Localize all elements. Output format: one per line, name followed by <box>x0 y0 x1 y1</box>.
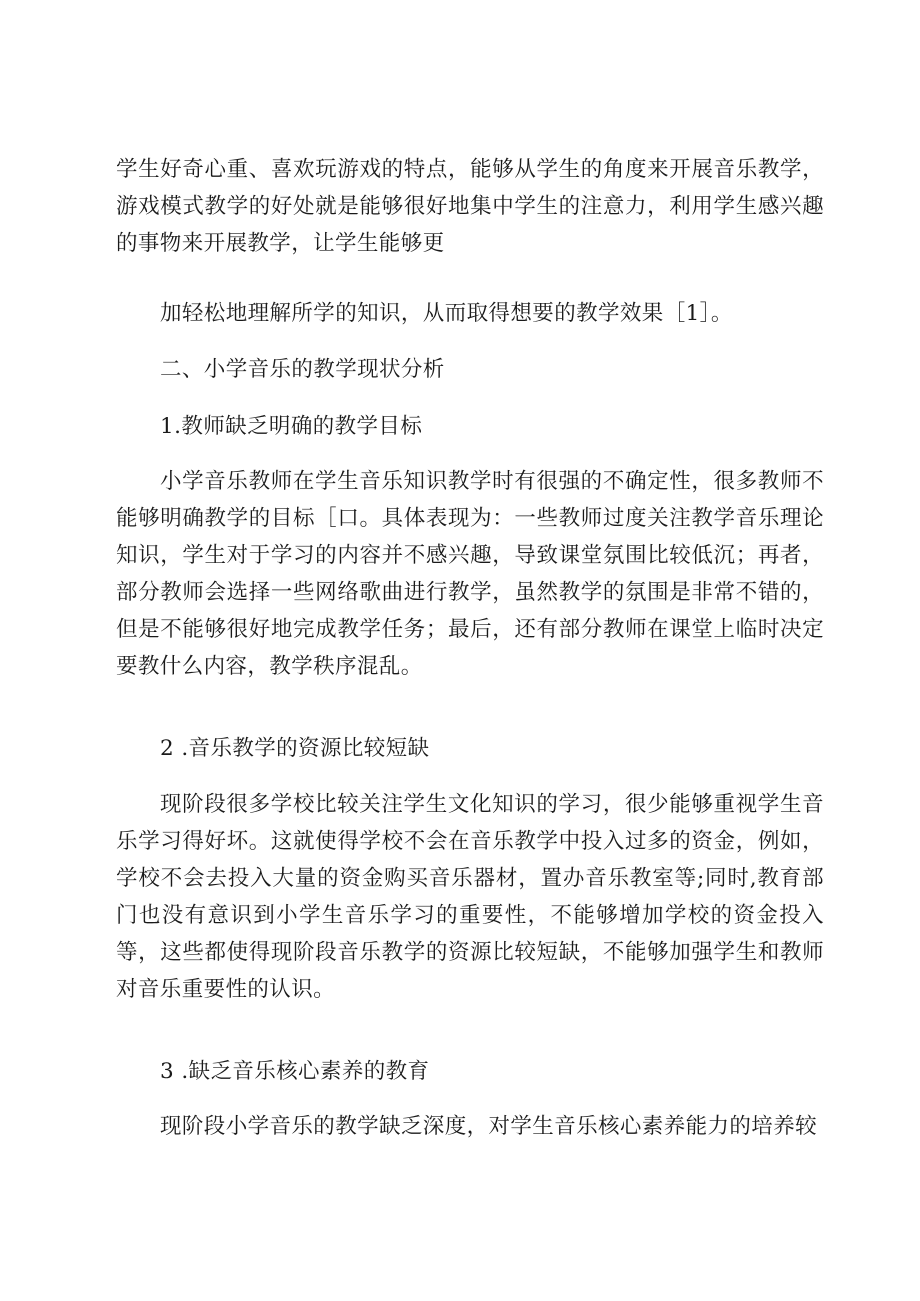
paragraph-teaching-goals: 小学音乐教师在学生音乐知识教学时有很强的不确定性，很多教师不能够明确教学的目标［口。具体表现为：一些教师过度关注教学音乐理论知识，学生对于学习的内容并不感兴趣，导致课堂氛围比较低沉；再者，部分教师会选择一些网络歌曲进行教学，虽然教学的氛围是非常不错的，但是不能够很好地完成教学任务；最后，还有部分教师在课堂上临时决定要教什么内容，教学秩序混乱。 <box>116 469 824 679</box>
paragraph-continuation-2: 加轻松地理解所学的知识，从而取得想要的教学效果［1］。 <box>160 301 733 326</box>
paragraph-resources: 现阶段很多学校比较关注学生文化知识的学习，很少能够重视学生音乐学习得好坏。这就使得学校不会在音乐教学中投入过多的资金，例如，学校不会去投入大量的资金购买音乐器材，置办音乐教室等;同时,教育部门也没有意识到小学生音乐学习的重要性，不能够增加学校的资金投入等，这些都使得现阶段音乐教学的资源比较短缺，不能够加强学生和教师对音乐重要性的认识。 <box>116 792 824 1002</box>
paragraph-continuation: 学生好奇心重、喜欢玩游戏的特点，能够从学生的角度来开展音乐教学，游戏模式教学的好处就是能够很好地集中学生的注意力，利用学生感兴趣的事物来开展教学，让学生能够更 <box>116 157 824 256</box>
subheading-2: 2 .音乐教学的资源比较短缺 <box>160 736 430 761</box>
subheading-1: 1.教师缺乏明确的教学目标 <box>160 414 423 439</box>
paragraph-core-literacy: 现阶段小学音乐的教学缺乏深度，对学生音乐核心素养能力的培养较 <box>160 1114 818 1139</box>
section-heading: 二、小学音乐的教学现状分析 <box>160 357 445 382</box>
subheading-3: 3 .缺乏音乐核心素养的教育 <box>160 1059 430 1084</box>
